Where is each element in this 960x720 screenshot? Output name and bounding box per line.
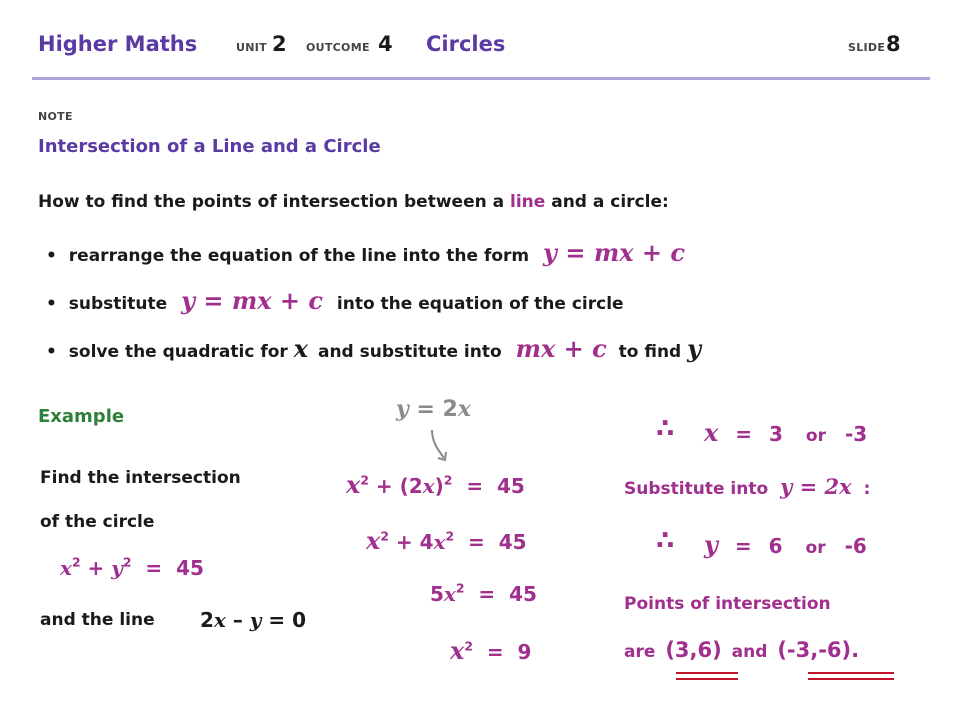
bullet-3-text-after: to find <box>618 342 682 362</box>
points-and: and <box>731 642 768 662</box>
bullet-3-var2: y <box>687 334 702 363</box>
bullet-3 <box>46 334 701 363</box>
substitution-hint: y = 2x <box>396 396 471 422</box>
outcome-number: 4 <box>378 32 393 56</box>
header-divider <box>32 77 930 80</box>
bullet-dot-icon: • <box>46 294 57 314</box>
bullet-2-formula: y = mx + c <box>181 286 323 315</box>
point-2: (-3,-6) <box>777 638 852 662</box>
bullet-3-var: x <box>293 334 309 363</box>
point-1-underline-bottom <box>676 678 738 680</box>
bullet-2-text-after: into the equation of the circle <box>336 294 624 314</box>
bullet-dot-icon: • <box>46 342 57 362</box>
substitute-colon: : <box>863 479 871 499</box>
curved-arrow-icon <box>428 428 452 464</box>
bullet-2 <box>46 286 624 315</box>
y-or: or <box>805 538 826 558</box>
outcome-label: OUTCOME <box>306 41 370 54</box>
y-value-a: 6 <box>768 534 783 558</box>
x-solutions <box>704 418 867 447</box>
substitute-text: Substitute into <box>624 479 769 499</box>
x-var: x <box>704 418 719 447</box>
example-line-2: of the circle <box>40 512 155 532</box>
x-or: or <box>805 426 826 446</box>
y-var: y <box>704 530 718 559</box>
intro-text <box>38 192 669 212</box>
x-value-b: -3 <box>844 422 868 446</box>
slide-number: 8 <box>886 32 901 56</box>
point-2-underline-top <box>808 672 894 674</box>
circle-equation: $x^2 + y^2 = 45$ <box>60 554 204 580</box>
note-label: NOTE <box>38 110 73 123</box>
x-equals: = <box>735 422 753 446</box>
bullet-3-formula: mx + c <box>515 334 607 363</box>
intro-after: and a circle: <box>545 192 669 212</box>
y-equals: = <box>734 534 752 558</box>
points-line-2 <box>624 638 859 662</box>
bullet-1 <box>46 238 685 267</box>
substitute-equation: y = 2x <box>780 474 852 499</box>
topic-title: Circles <box>426 32 506 56</box>
therefore-icon-2: ∴ <box>656 526 675 556</box>
bullet-2-text-before: substitute <box>68 294 168 314</box>
points-period: . <box>851 638 860 662</box>
working-step-1: $x^2 + (2x)^2 = 45$ <box>346 470 525 499</box>
slide-label: SLIDE <box>848 41 886 54</box>
working-step-4: $x^2 = 9$ <box>450 636 532 665</box>
bullet-dot-icon: • <box>46 246 57 266</box>
point-2-underline-bottom <box>808 678 894 680</box>
note-title: Intersection of a Line and a Circle <box>38 136 381 157</box>
example-line-3: and the line <box>40 610 155 630</box>
x-value-a: 3 <box>769 422 783 446</box>
example-line-1: Find the intersection <box>40 468 241 488</box>
y-solutions <box>704 530 867 559</box>
points-line-1: Points of intersection <box>624 594 831 614</box>
substitute-line <box>624 474 870 499</box>
unit-number: 2 <box>272 32 287 56</box>
bullet-1-formula: y = mx + c <box>543 238 685 267</box>
bullet-3-text-mid: and substitute into <box>317 342 502 362</box>
working-step-2: $x^2 + 4x^2 = 45$ <box>366 526 527 555</box>
course-title: Higher Maths <box>38 32 198 56</box>
line-equation: 2x – y = 0 <box>200 608 307 632</box>
example-label: Example <box>38 406 125 427</box>
bullet-1-text: rearrange the equation of the line into the form <box>68 246 530 266</box>
point-1: (3,6) <box>665 638 722 662</box>
y-value-b: -6 <box>844 534 867 558</box>
bullet-3-text-before: solve the quadratic for <box>68 342 288 362</box>
points-prefix: are <box>624 642 656 662</box>
working-step-3: $5x^2 = 45$ <box>430 580 537 606</box>
therefore-icon: ∴ <box>656 414 675 444</box>
intro-highlight: line <box>510 192 546 212</box>
intro-before: How to find the points of intersection between a <box>38 192 511 212</box>
point-1-underline-top <box>676 672 738 674</box>
unit-label: UNIT <box>236 41 267 54</box>
